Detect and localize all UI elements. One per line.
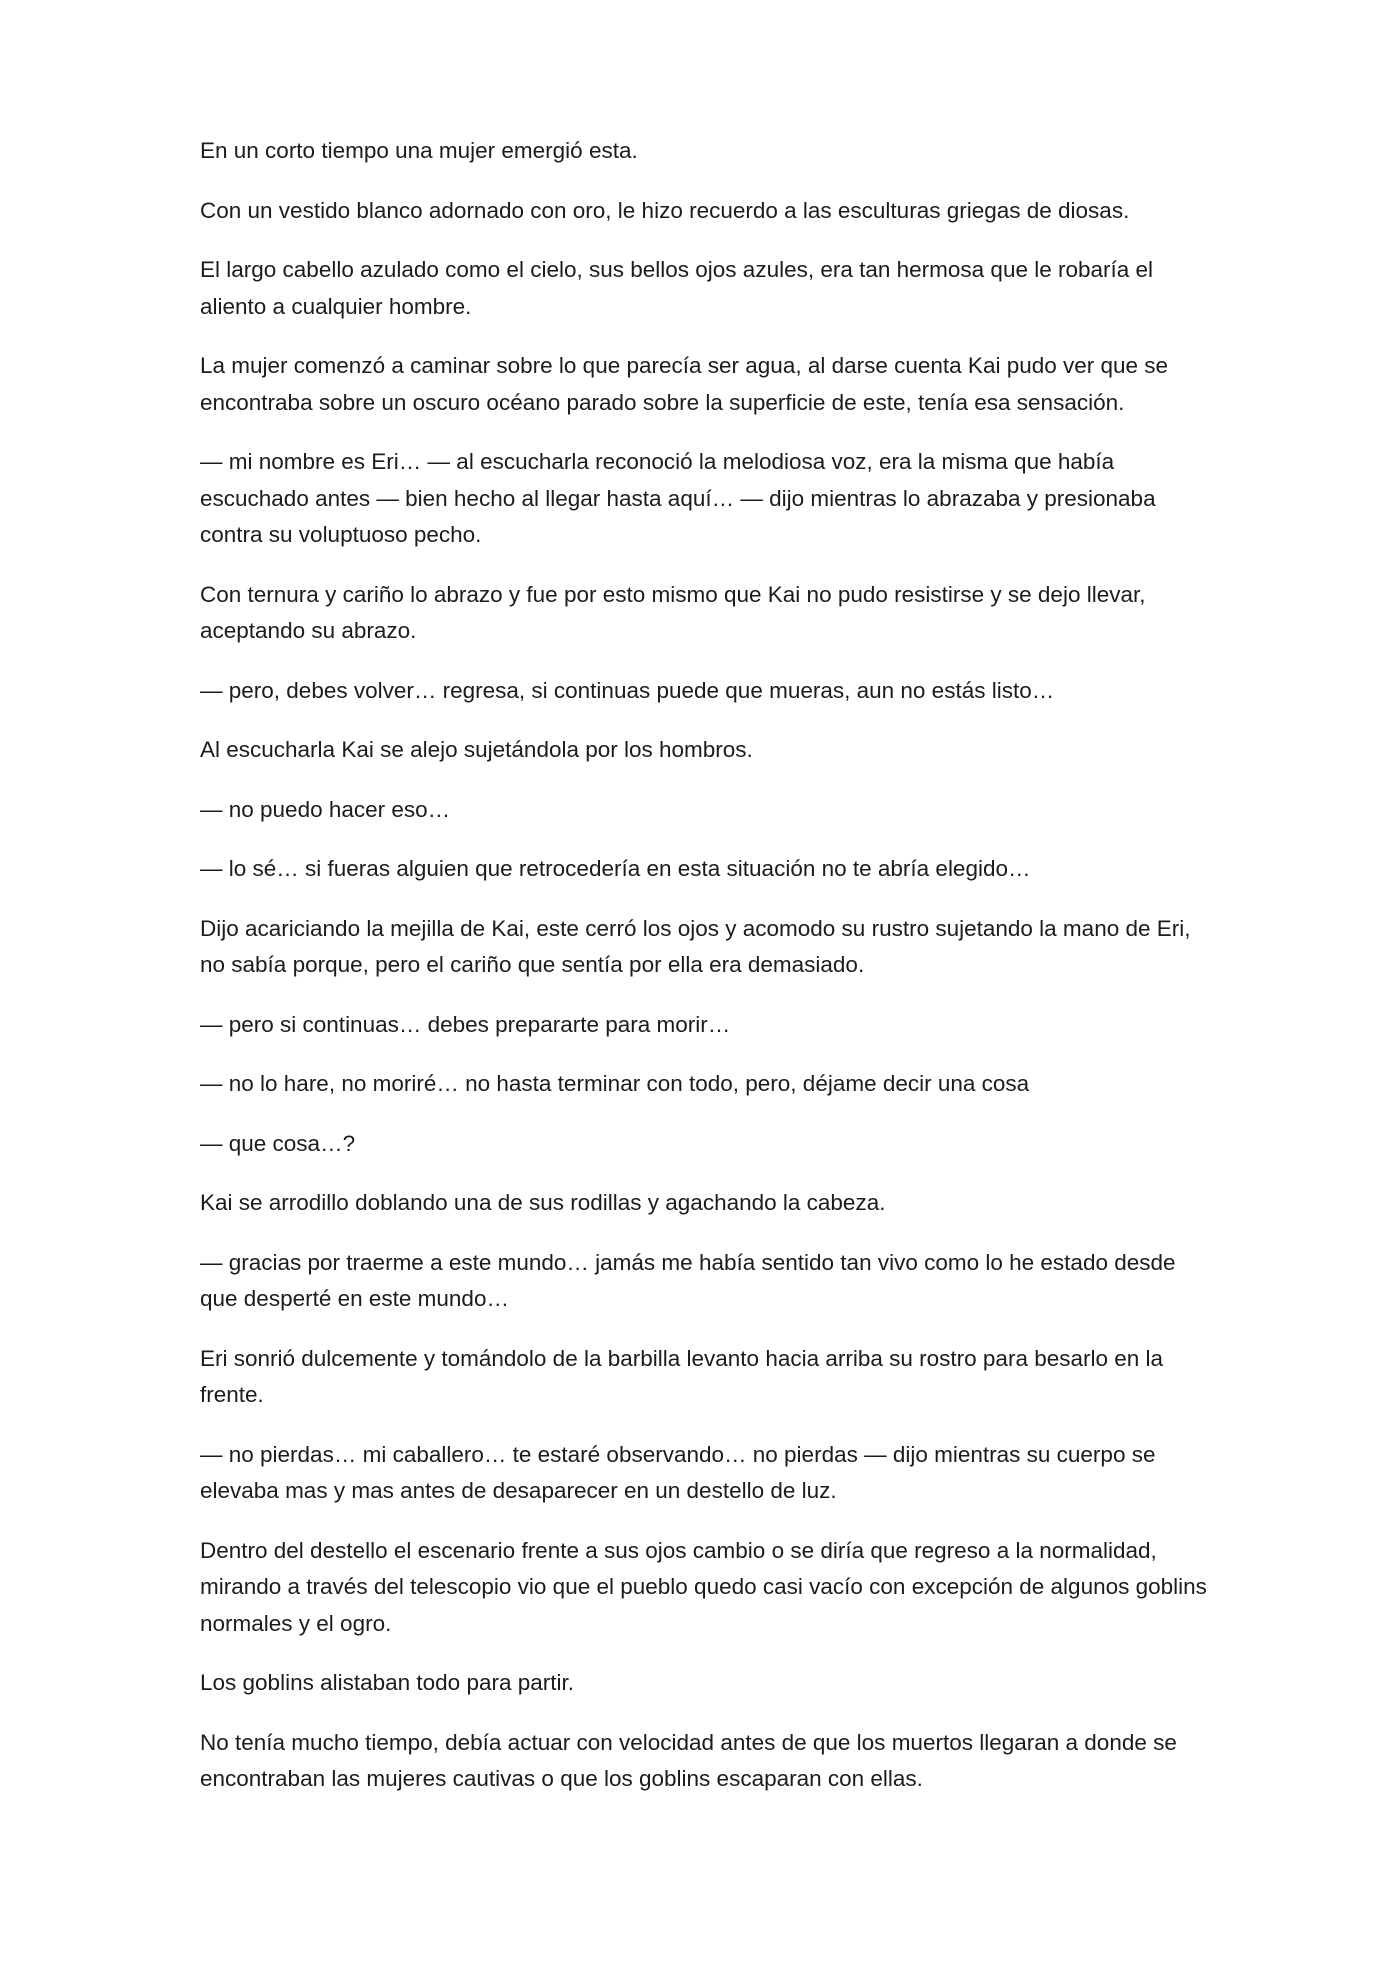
paragraph: No tenía mucho tiempo, debía actuar con velocidad antes de que los muertos llegaran a donde se encontraban las mujeres cautivas o que los goblins escaparan con ellas.	[200, 1729, 1177, 1791]
paragraph: — lo sé… si fueras alguien que retrocedería en esta situación no te abría elegido…	[200, 856, 1031, 881]
paragraph: Con un vestido blanco adornado con oro, le hizo recuerdo a las esculturas griegas de diosas.	[200, 197, 1130, 223]
paragraph: — que cosa…?	[200, 1130, 356, 1156]
paragraph: Kai se arrodillo doblando una de sus rodillas y agachando la cabeza.	[200, 1190, 886, 1215]
body-text	[200, 133, 1210, 1821]
paragraph: Los goblins alistaban todo para partir.	[200, 1670, 574, 1695]
paragraph: Dijo acariciando la mejilla de Kai, este cerró los ojos y acomodo su rustro sujetando la mano de Eri, no sabía porque, pero el cariño que sentía por ella era demasiado.	[200, 915, 1191, 977]
paragraph: — mi nombre es Eri… — al escucharla reconoció la melodiosa voz, era la misma que había escuchado antes — bien hecho al llegar hasta aquí… — dijo mientras lo abrazaba y presionaba contra su voluptuoso pecho.	[200, 449, 1156, 547]
paragraph: La mujer comenzó a caminar sobre lo que parecía ser agua, al darse cuenta Kai pudo ver que se encontraba sobre un oscuro océano parado sobre la superficie de este, tenía esa sensación.	[200, 353, 1169, 415]
paragraph: — no pierdas… mi caballero… te estaré observando… no pierdas — dijo mientras su cuerpo se elevaba mas y mas antes de desaparecer en un destello de luz.	[200, 1441, 1156, 1503]
paragraph: Con ternura y cariño lo abrazo y fue por esto mismo que Kai no pudo resistirse y se dejo llevar, aceptando su abrazo.	[200, 581, 1146, 643]
paragraph: — pero si continuas… debes prepararte para morir…	[200, 1011, 731, 1037]
paragraph: Eri sonrió dulcemente y tomándolo de la barbilla levanto hacia arriba su rostro para besarlo en la frente.	[200, 1345, 1164, 1407]
paragraph: — gracias por traerme a este mundo… jamás me había sentido tan vivo como lo he estado desde que desperté en este mundo…	[200, 1249, 1176, 1311]
paragraph: Dentro del destello el escenario frente a sus ojos cambio o se diría que regreso a la normalidad, mirando a través del telescopio vio que el pueblo quedo casi vacío con excepción de algunos goblins normales y el ogro.	[200, 1537, 1207, 1636]
paragraph: — no puedo hacer eso…	[200, 796, 451, 822]
paragraph: En un corto tiempo una mujer emergió esta.	[200, 138, 638, 163]
paragraph: — pero, debes volver… regresa, si continuas puede que mueras, aun no estás listo…	[200, 677, 1055, 703]
paragraph: — no lo hare, no moriré… no hasta terminar con todo, pero, déjame decir una cosa	[200, 1071, 1030, 1096]
paragraph: Al escucharla Kai se alejo sujetándola por los hombros.	[200, 737, 753, 762]
paragraph: El largo cabello azulado como el cielo, sus bellos ojos azules, era tan hermosa que le robaría el aliento a cualquier hombre.	[200, 257, 1154, 319]
